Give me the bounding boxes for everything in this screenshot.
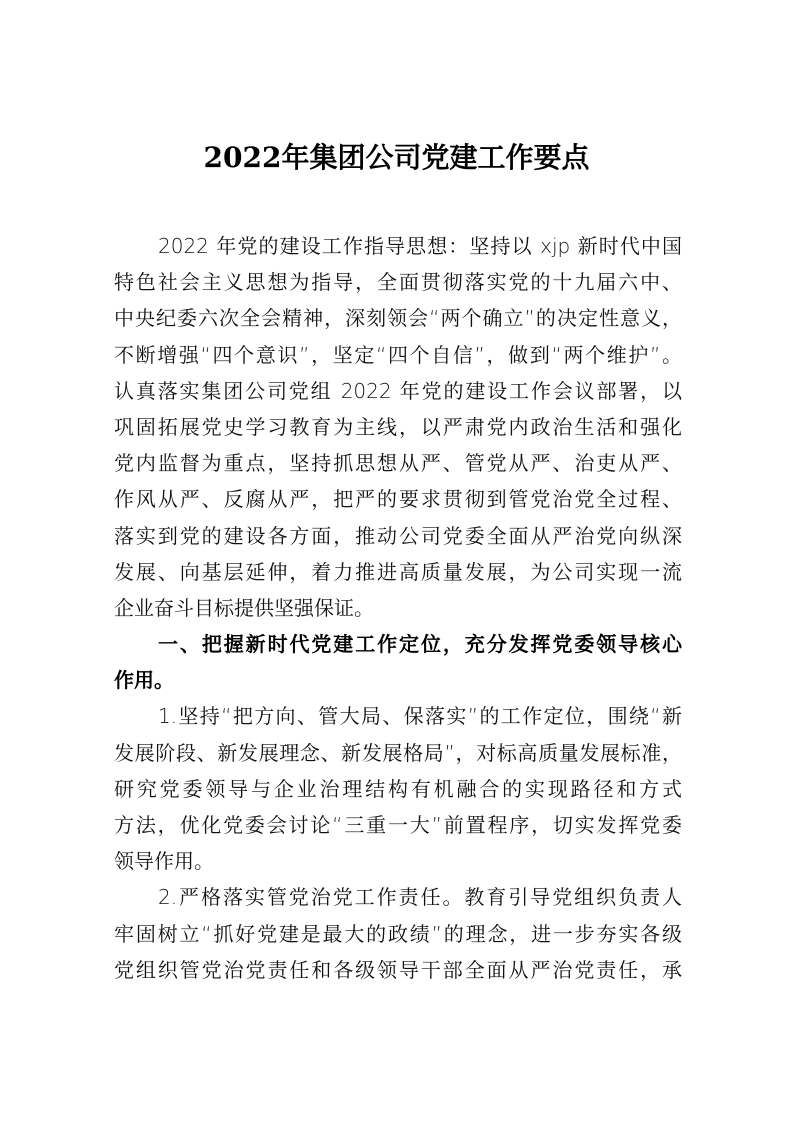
text-line: 巩固拓展党史学习教育为主线，以严肃党内政治生活和强化	[114, 414, 682, 439]
text-line: 认真落实集团公司党组 2022 年党的建设工作会议部署，以	[114, 378, 682, 403]
section-heading-1	[114, 626, 682, 698]
text-line: 特色社会主义思想为指导，全面贯彻落实党的十九届六中、	[114, 270, 682, 295]
paragraph-guiding-ideology	[114, 228, 682, 626]
text-line: 方法，优化党委会讨论“三重一大”前置程序，切实发挥党委	[114, 813, 682, 837]
text-line: 作风从严、反腐从严，把严的要求贯彻到管党治党全过程、	[114, 487, 682, 512]
heading-line: 一、把握新时代党建工作定位，充分发挥党委领导核心	[158, 632, 682, 657]
text-line: 1.坚持“把方向、管大局、保落实”的工作定位，围绕“新	[158, 704, 682, 729]
document-title: 2022年集团公司党建工作要点	[203, 141, 590, 174]
text-line: 2022 年党的建设工作指导思想：坚持以 xjp 新时代中国	[158, 234, 682, 258]
text-line: 中央纪委六次全会精神，深刻领会“两个确立”的决定性意义，	[114, 306, 682, 331]
text-line: 牢固树立“抓好党建是最大的政绩”的理念，进一步夯实各级	[114, 921, 682, 946]
text-line: 2.严格落实管党治党工作责任。教育引导党组织负责人	[158, 885, 682, 910]
heading-line: 作用。	[114, 668, 174, 693]
text-line: 企业奋斗目标提供坚强保证。	[114, 595, 374, 620]
paragraph-item-2	[114, 879, 682, 988]
text-line: 党内监督为重点，坚持抓思想从严、管党从严、治吏从严、	[114, 451, 682, 476]
text-line: 领导作用。	[114, 849, 214, 874]
text-line: 发展、向基层延伸，着力推进高质量发展，为公司实现一流	[114, 559, 682, 584]
text-line: 落实到党的建设各方面，推动公司党委全面从严治党向纵深	[114, 523, 682, 548]
text-line: 党组织管党治党责任和各级领导干部全面从严治党责任，承	[114, 957, 682, 982]
document-body	[114, 228, 682, 988]
text-line: 不断增强“四个意识”，坚定“四个自信”，做到“两个维护”。	[114, 342, 682, 367]
paragraph-item-1	[114, 698, 682, 879]
text-line: 研究党委领导与企业治理结构有机融合的实现路径和方式	[114, 776, 682, 801]
text-line: 发展阶段、新发展理念、新发展格局”，对标高质量发展标准，	[114, 740, 682, 765]
